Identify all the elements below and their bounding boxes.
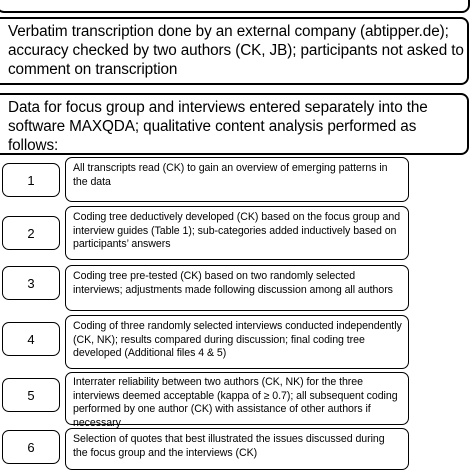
step-number-box: 2 [2, 216, 60, 250]
step-number-box: 5 [2, 378, 60, 412]
step-description-box: All transcripts read (CK) to gain an overview of emerging patterns in the data [65, 157, 409, 202]
step-number-box: 6 [2, 430, 60, 464]
step-description-box: Selection of quotes that best illustrated the issues discussed during the focus group and the interviews (CK) [65, 428, 409, 470]
step-number-box: 3 [2, 266, 60, 300]
step-description-box: Coding tree pre-tested (CK) based on two randomly selected interviews; adjustments made following discussion among all authors [65, 265, 409, 311]
step-description-box: Coding tree deductively developed (CK) based on the focus group and interview guides (Table 1); sub-categories added inductively based on participants’ answers [65, 206, 409, 260]
step-number-box: 4 [2, 322, 60, 356]
step-number-box: 1 [2, 163, 60, 197]
analysis-text: Data for focus group and interviews entered separately into the software MAXQDA; qualitative content analysis performed as follows: [8, 99, 428, 154]
top-partial-box [0, 0, 470, 13]
transcription-text: Verbatim transcription done by an external company (abtipper.de); accuracy checked by two authors (CK, JB); participants not asked to comment on transcription [8, 23, 464, 78]
step-description-box: Interrater reliability between two authors (CK, NK) for the three interviews deemed acceptable (kappa of ≥ 0.7); all subsequent coding performed by one author (CK) with assistance of other authors if necessary [65, 372, 409, 425]
step-description-box: Coding of three randomly selected interviews conducted independently (CK, NK); results compared during discussion; final coding tree developed (Additional files 4 & 5) [65, 315, 409, 369]
